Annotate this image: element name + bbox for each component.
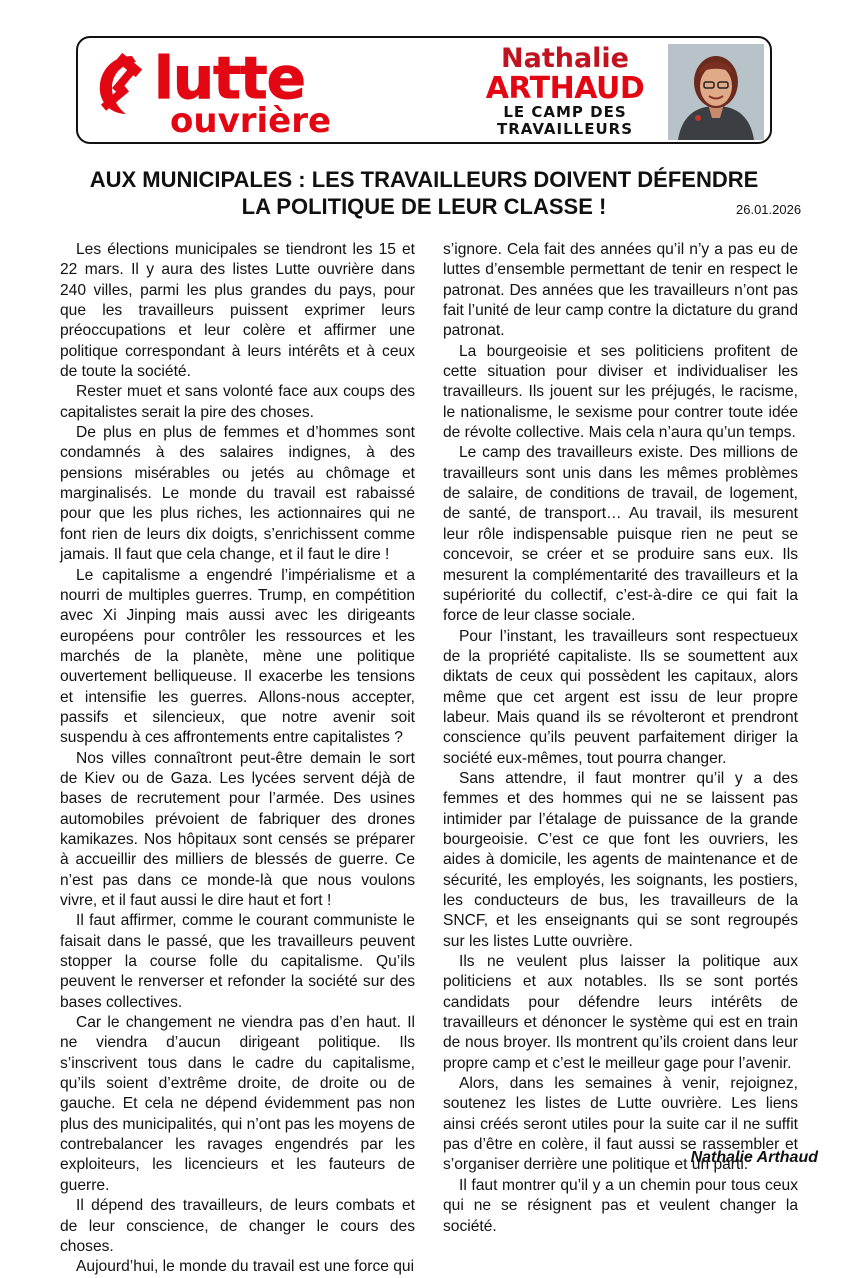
slogan-line-1: LE CAMP DES bbox=[503, 103, 627, 121]
lutte-ouvriere-logo bbox=[92, 44, 452, 141]
paragraph: Rester muet et sans volonté face aux coups des capitalistes serait la pire des choses. bbox=[60, 383, 415, 421]
paragraph: Aujourd’hui, le monde du travail est une force qui bbox=[76, 1258, 415, 1276]
paragraph: Le capitalisme a engendré l’impérialisme et a nourri de multiples guerres. Trump, en compétition avec Xi Jinping mais aussi avec les dirigeants européens pour contrôler les ressources et les marchés de la planète, mène une politique ouvertement belliqueuse. Il exacerbe les tensions et intensifie les guerres. Allons-nous accepter, passifs et silencieux, que notre avenir soit suspendu à ces affrontements entre capitalistes ? bbox=[60, 566, 415, 747]
paragraph: Ils ne veulent plus laisser la politique aux politiciens et aux notables. Ils se sont portés candidats pour défendre leurs intérêts de travailleurs et dénoncer le système qui est en train de nous broyer. Ils montrent qu’ils croient dans leur propre camp et c’est le meilleur gage pour l’avenir. bbox=[443, 953, 798, 1072]
candidate-first-name: Nathalie bbox=[501, 43, 629, 74]
paragraph: La bourgeoisie et ses politiciens profitent de cette situation pour diviser et individualiser les travailleurs. Ils jouent sur les préjugés, le racisme, le nationalisme, le sexisme pour contrer toute idée de révolte collective. Mais cela n’aura qu’un temps. bbox=[443, 342, 798, 442]
header-banner bbox=[76, 36, 772, 144]
candidate-portrait bbox=[668, 44, 764, 140]
paragraph: Sans attendre, il faut montrer qu’il y a des femmes et des hommes qui ne se laissent pas intimider par l’étalage de puissance de la grande bourgeoisie. C’est ce que font les ouvriers, les aides à domicile, les agents de maintenance et de sécurité, les employés, les soignants, les postiers, les conducteurs de bus, les travailleurs de la SNCF, et les enseignants qui se sont regroupés sur les listes Lutte ouvrière. bbox=[443, 769, 798, 950]
left-column bbox=[60, 240, 415, 1278]
paragraph: Car le changement ne viendra pas d’en haut. Il ne viendra d’aucun dirigeant politique. Ils s’inscrivent tous dans le cadre du capitalisme, qu’ils soient d’extrême droite, de droite ou de gauche. Et cela ne dépend évidemment pas non plus des municipalités, qui n’ont pas les moyens de contrebalancer les ravages engendrés par les exploiteurs, les licencieurs et les fauteurs de guerre. bbox=[60, 1014, 415, 1194]
logo-word-ouvriere: ouvrière bbox=[170, 101, 332, 141]
paragraph: Nos villes connaîtront peut-être demain le sort de Kiev ou de Gaza. Les lycées servent déjà de bases de recrutement pour l’armée. Des usines automobiles prévoient de fabriquer des drones kamikazes. Nos hôpitaux sont censés se préparer à accueillir des milliers de blessés de guerre. Ce n’est pas dans ce monde-là que nous voulons vivre, et il faut aussi le dire haut et fort ! bbox=[60, 749, 415, 909]
article-title-line-1: AUX MUNICIPALES : LES TRAVAILLEURS DOIVENT DÉFENDRE bbox=[89, 167, 759, 192]
paragraph: Pour l’instant, les travailleurs sont respectueux de la propriété capitaliste. Ils se soumettent aux diktats de ceux qui possèdent les capitaux, alors même que cet argent est issu de leur propre labeur. Mais quand ils se révolteront et prendront conscience qu’ils peuvent parfaitement diriger la société eux-mêmes, tout pourra changer. bbox=[443, 627, 798, 767]
hammer-sickle-icon bbox=[92, 50, 156, 120]
paragraph: Alors, dans les semaines à venir, rejoignez, soutenez les listes de Lutte ouvrière. Les liens ainsi créés seront utiles pour la suite car il ne suffit pas d’être en colère, il faut aussi se rassembler et s’organiser derrière une politique et un parti. bbox=[443, 1075, 798, 1174]
logo-word-lutte: lutte bbox=[154, 44, 305, 112]
paragraph: Les élections municipales se tiendront les 15 et 22 mars. Il y aura des listes Lutte ouvrière dans 240 villes, parmi les plus grandes du pays, pour que les travailleurs puissent exprimer leurs préoccupations et leur colère et affirmer une politique correspondant à leurs intérêts et à ceux de toute la société. bbox=[60, 241, 415, 381]
publication-date: 26.01.2026 bbox=[736, 202, 802, 217]
paragraph: s’ignore. Cela fait des années qu’il n’y a pas eu de luttes d’ensemble permettant de tenir en respect le patronat. Des années que les travailleurs n’ont pas fait l’unité de leur camp contre la dictature du grand patronat. bbox=[443, 241, 798, 340]
right-column bbox=[443, 240, 798, 1237]
article-title-line-2: LA POLITIQUE DE LEUR CLASSE ! bbox=[241, 194, 607, 219]
slogan-line-2: TRAVAILLEURS bbox=[496, 120, 634, 138]
paragraph: De plus en plus de femmes et d’hommes sont condamnés à des salaires indignes, à des pensions misérables ou jetés au chômage et marginalisés. Le monde du travail est rabaissé pour que les plus riches, les actionnaires qui ne font rien de leurs dix doigts, s’enrichissent comme jamais. Il faut que cela change, et il faut le dire ! bbox=[60, 424, 415, 564]
author-signature: Nathalie Arthaud bbox=[690, 1149, 818, 1166]
paragraph: Le camp des travailleurs existe. Des millions de travailleurs sont unis dans les mêmes problèmes de salaire, de conditions de travail, de logement, de santé, de transport… Au travail, ils mesurent leur rôle indispensable puisque rien ne peut se concevoir, se créer et se produire sans eux. Ils mesurent la complémentarité des travailleurs et la supériorité du collectif, c’est-à-dire ce qui fait la force de leur classe sociale. bbox=[443, 444, 798, 625]
candidate-last-name: ARTHAUD bbox=[485, 71, 645, 106]
candidate-block bbox=[476, 44, 654, 140]
paragraph: Il dépend des travailleurs, de leurs combats et de leur conscience, de changer le cours des choses. bbox=[60, 1197, 415, 1255]
paragraph: Il faut affirmer, comme le courant communiste le faisait dans le passé, que les travailleurs peuvent stopper la course folle du capitalisme. Qu’ils peuvent le renverser et refonder la société sur des bases collectives. bbox=[60, 912, 415, 1011]
paragraph: Il faut montrer qu’il y a un chemin pour tous ceux qui ne se résignent pas et veulent changer la société. bbox=[443, 1176, 798, 1235]
